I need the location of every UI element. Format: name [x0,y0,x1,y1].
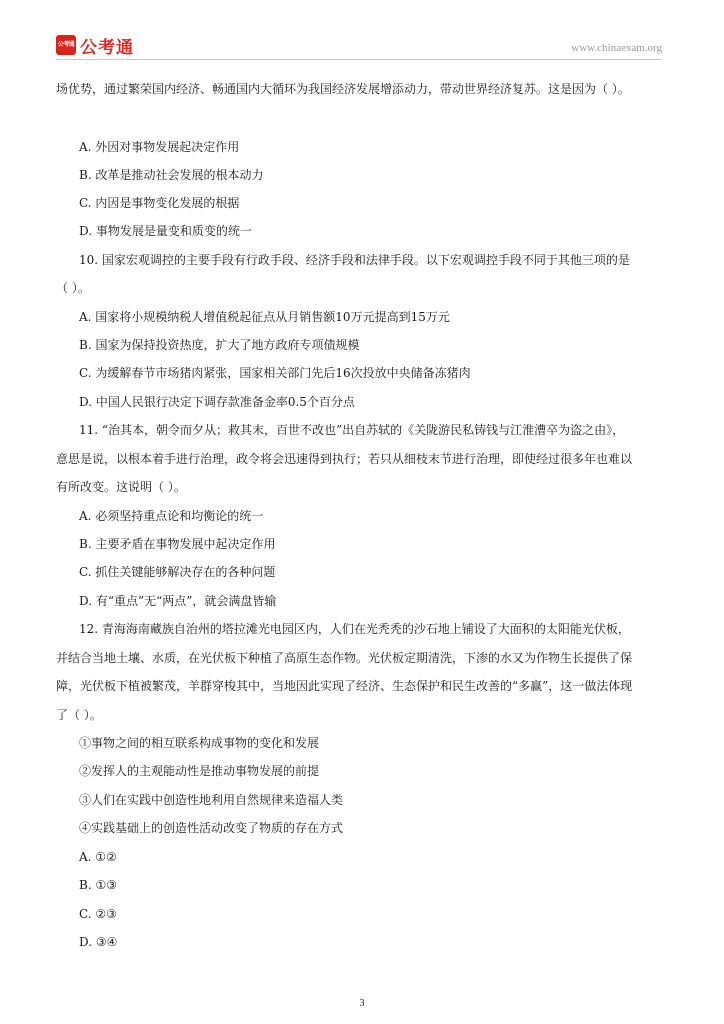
option-11-d: D. 有“重点”无“两点”，就会满盘皆输 [79,594,277,608]
option-12-d: D. ③④ [79,935,118,949]
page-header [56,34,662,60]
option-9-d: D. 事物发展是量变和质变的统一 [79,224,252,238]
question-12-stem-cont-2: 障，光伏板下植被繁茂，羊群穿梭其中，当地因此实现了经济、生态保护和民生改善的“多赢”，这一做法体现 [56,679,633,693]
logo-badge-icon: 公考通 [56,35,76,55]
logo-text: 公考通 [80,37,134,58]
option-9-a: A. 外因对事物发展起决定作用 [79,140,240,154]
option-11-a: A. 必须坚持重点论和均衡论的统一 [79,509,264,523]
option-11-c: C. 抓住关键能够解决存在的各种问题 [79,565,276,579]
header-divider [56,59,662,60]
option-9-c: C. 内因是事物变化发展的根据 [79,196,240,210]
option-11-b: B. 主要矛盾在事物发展中起决定作用 [79,537,276,551]
site-url[interactable]: www.chinaexam.org [571,42,662,54]
question-10-stem-cont: （ ）。 [56,281,90,295]
statement-1: ①事物之间的相互联系构成事物的变化和发展 [79,736,320,750]
option-10-c: C. 为缓解春节市场猪肉紧张，国家相关部门先后16次投放中央储备冻猪肉 [79,366,471,380]
question-10-stem: 10. 国家宏观调控的主要手段有行政手段、经济手段和法律手段。以下宏观调控手段不同于其他三项的是 [79,253,630,267]
question-11-stem-cont-2: 有所改变。这说明（ ）。 [56,480,186,494]
option-12-b: B. ①③ [79,878,117,892]
statement-4: ④实践基础上的创造性活动改变了物质的存在方式 [79,821,344,835]
question-12-stem-cont-1: 并结合当地土壤、水质，在光伏板下种植了高原生态作物。光伏板定期清洗，下渗的水又为作物生长提供了保 [56,651,633,665]
option-10-d: D. 中国人民银行决定下调存款准备金率0.5个百分点 [79,395,355,409]
question-11-stem-cont-1: 意思是说，以根本着手进行治理，政令将会迅速得到执行；若只从细枝末节进行治理，即使经过很多年也难以 [56,452,633,466]
question-11-stem: 11. “治其本，朝令而夕从；救其末，百世不改也”出自苏轼的《关陇游民私铸钱与江淮漕卒为盗之由》， [79,423,625,437]
page-number: 3 [359,998,365,1009]
option-10-b: B. 国家为保持投资热度，扩大了地方政府专项债规模 [79,338,360,352]
question-12-stem-cont-3: 了（ ）。 [56,708,102,722]
statement-3: ③人们在实践中创造性地利用自然规律来造福人类 [79,793,344,807]
option-9-b: B. 改革是推动社会发展的根本动力 [79,168,264,182]
option-12-c: C. ②③ [79,907,117,921]
question-9-stem-end: 场优势，通过繁荣国内经济、畅通国内大循环为我国经济发展增添动力，带动世界经济复苏。这是因为（ ）。 [56,82,630,96]
statement-2: ②发挥人的主观能动性是推动事物发展的前提 [79,764,320,778]
brand-logo[interactable] [56,34,134,56]
option-12-a: A. ①② [79,850,117,864]
option-10-a: A. 国家将小规模纳税人增值税起征点从月销售额10万元提高到15万元 [79,310,450,324]
question-12-stem: 12. 青海海南藏族自治州的塔拉滩光电园区内，人们在光秃秃的沙石地上铺设了大面积的太阳能光伏板， [79,622,630,636]
